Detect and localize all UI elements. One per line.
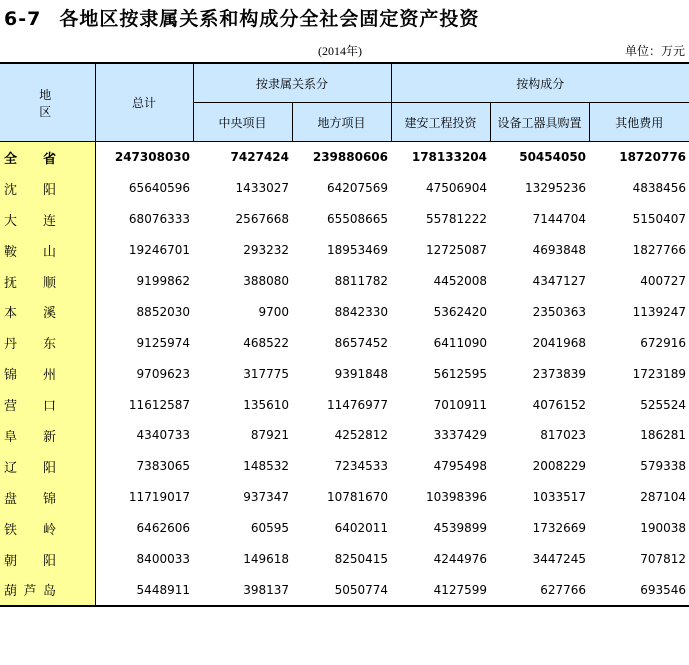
construction-cell: 178133204 [411,150,488,165]
region-cell [0,574,95,606]
local-cell: 11476977 [326,397,389,412]
other-cell: 525524 [640,397,687,412]
region-cell [0,513,95,544]
total-cell: 9709623 [136,366,190,381]
region-cell [0,358,95,389]
construction-cell: 4127599 [391,574,490,606]
total-cell: 247308030 [114,150,190,165]
total-cell: 19246701 [128,243,190,258]
construction-cell: 6411090 [433,335,488,350]
central-cell: 7427424 [230,150,289,165]
table-title [4,4,479,31]
central-cell: 937347 [243,490,289,505]
region-cell [0,204,95,235]
local-cell: 5050774 [292,574,391,606]
region-name: 大 连 [4,213,56,229]
construction-cell: 12725087 [425,243,488,258]
table-row [0,235,689,266]
central-cell: 9700 [258,304,289,319]
central-cell: 317775 [243,366,289,381]
region-cell [0,420,95,451]
total-cell: 6462606 [136,521,190,536]
other-cell: 400727 [640,274,687,288]
construction-cell: 4795498 [433,459,488,474]
region-name: 阜 新 [4,429,56,445]
total-cell: 9199862 [136,274,190,288]
central-cell: 149618 [243,552,289,567]
region-name: 抚 顺 [4,275,56,291]
equipment-cell: 7144704 [532,212,587,227]
central-cell: 1433027 [235,181,289,196]
header-construction: 建安工程投资 [391,103,490,142]
table-row [0,358,689,389]
equipment-cell: 627766 [490,574,589,606]
construction-cell: 5362420 [433,304,488,319]
region-name: 锦 州 [4,368,56,384]
construction-cell: 5612595 [433,366,488,381]
header-affiliation: 按隶属关系分 [193,63,391,103]
central-cell: 398137 [193,574,292,606]
equipment-cell: 13295236 [524,181,587,196]
central-cell: 60595 [250,521,289,536]
region-cell [0,296,95,327]
table-row [0,389,689,420]
other-cell: 1723189 [632,366,687,381]
region-cell [0,142,95,173]
region-name: 盘 锦 [4,491,56,507]
region-name: 鞍 山 [4,244,56,260]
table-row [0,204,689,235]
header-total: 总计 [95,63,193,142]
other-cell: 693546 [589,574,689,606]
central-cell: 468522 [243,335,289,350]
region-name: 沈 阳 [4,182,56,198]
region-cell [0,327,95,358]
table-row [0,173,689,204]
total-cell: 5448911 [95,574,193,606]
local-cell: 18953469 [326,243,389,258]
local-cell: 8657452 [334,335,389,350]
region-name: 全 省 [4,151,56,167]
equipment-cell: 4347127 [532,274,587,288]
header-equipment: 设备工器具购置 [490,103,589,142]
region-cell [0,235,95,266]
equipment-cell: 817023 [540,428,587,443]
unit-label: 单位：万元 [624,44,685,58]
local-cell: 8250415 [334,552,389,567]
region-cell [0,266,95,297]
table-row-total [0,142,689,173]
construction-cell: 4244976 [433,552,488,567]
equipment-cell: 2350363 [532,304,587,319]
table-row [0,513,689,544]
total-cell: 65640596 [128,181,190,196]
construction-cell: 10398396 [425,490,488,505]
investment-table [0,62,689,607]
equipment-cell: 1732669 [532,521,587,536]
local-cell: 9391848 [334,366,389,381]
region-cell [0,173,95,204]
other-cell: 287104 [640,490,687,505]
equipment-cell: 2373839 [532,366,587,381]
construction-cell: 3337429 [433,428,488,443]
equipment-cell: 4693848 [532,243,587,258]
year-label: (2014年) [318,44,362,58]
total-cell: 8852030 [136,304,190,319]
region-name: 丹 东 [4,337,56,353]
construction-cell: 4539899 [433,521,488,536]
total-cell: 8400033 [136,552,190,567]
central-cell: 293232 [243,243,289,258]
region-name: 铁 岭 [4,522,56,538]
other-cell: 5150407 [632,212,687,227]
construction-cell: 4452008 [433,274,488,288]
other-cell: 707812 [640,552,687,567]
table-row [0,266,689,297]
local-cell: 4252812 [334,428,389,443]
other-cell: 190038 [640,521,687,536]
other-cell: 1827766 [632,243,687,258]
local-cell: 10781670 [326,490,389,505]
table-row [0,544,689,575]
region-name: 葫 芦 岛 [4,584,56,600]
region-cell [0,389,95,420]
central-cell: 87921 [250,428,289,443]
region-cell [0,482,95,513]
other-cell: 18720776 [619,150,687,165]
other-cell: 4838456 [632,181,687,196]
header-composition: 按构成分 [391,63,689,103]
table-title-text: 各地区按隶属关系和构成分全社会固定资产投资 [59,8,480,30]
header-central: 中央项目 [193,103,292,142]
construction-cell: 7010911 [433,397,488,412]
local-cell: 65508665 [326,212,389,227]
table-number: 6-7 [4,8,42,30]
local-cell: 64207569 [326,181,389,196]
local-cell: 8811782 [334,274,389,288]
region-name: 朝 阳 [4,553,56,569]
equipment-cell: 2008229 [532,459,587,474]
table-row [0,327,689,358]
table-body [0,142,689,607]
construction-cell: 47506904 [425,181,488,196]
table-row [0,296,689,327]
total-cell: 4340733 [136,428,190,443]
other-cell: 672916 [640,335,687,350]
region-name: 辽 阳 [4,460,56,476]
table-row [0,574,689,606]
total-cell: 11612587 [128,397,190,412]
total-cell: 9125974 [136,335,190,350]
local-cell: 6402011 [334,521,389,536]
region-name: 营 口 [4,399,56,415]
equipment-cell: 1033517 [532,490,587,505]
table-row [0,420,689,451]
local-cell: 7234533 [334,459,389,474]
region-cell [0,544,95,575]
total-cell: 68076333 [128,212,190,227]
local-cell: 8842330 [334,304,389,319]
table-row [0,451,689,482]
other-cell: 186281 [640,428,687,443]
region-cell [0,451,95,482]
equipment-cell: 4076152 [532,397,587,412]
central-cell: 388080 [243,274,289,288]
other-cell: 1139247 [632,304,687,319]
header-other: 其他费用 [589,103,689,142]
header-region: 地 区 [0,63,95,142]
local-cell: 239880606 [312,150,389,165]
table-row [0,482,689,513]
region-name: 本 溪 [4,306,56,322]
equipment-cell: 50454050 [519,150,587,165]
total-cell: 11719017 [128,490,190,505]
other-cell: 579338 [640,459,687,474]
construction-cell: 55781222 [425,212,488,227]
central-cell: 148532 [243,459,289,474]
total-cell: 7383065 [136,459,190,474]
equipment-cell: 3447245 [532,552,587,567]
central-cell: 2567668 [235,212,289,227]
equipment-cell: 2041968 [532,335,587,350]
header-local: 地方项目 [292,103,391,142]
central-cell: 135610 [243,397,289,412]
